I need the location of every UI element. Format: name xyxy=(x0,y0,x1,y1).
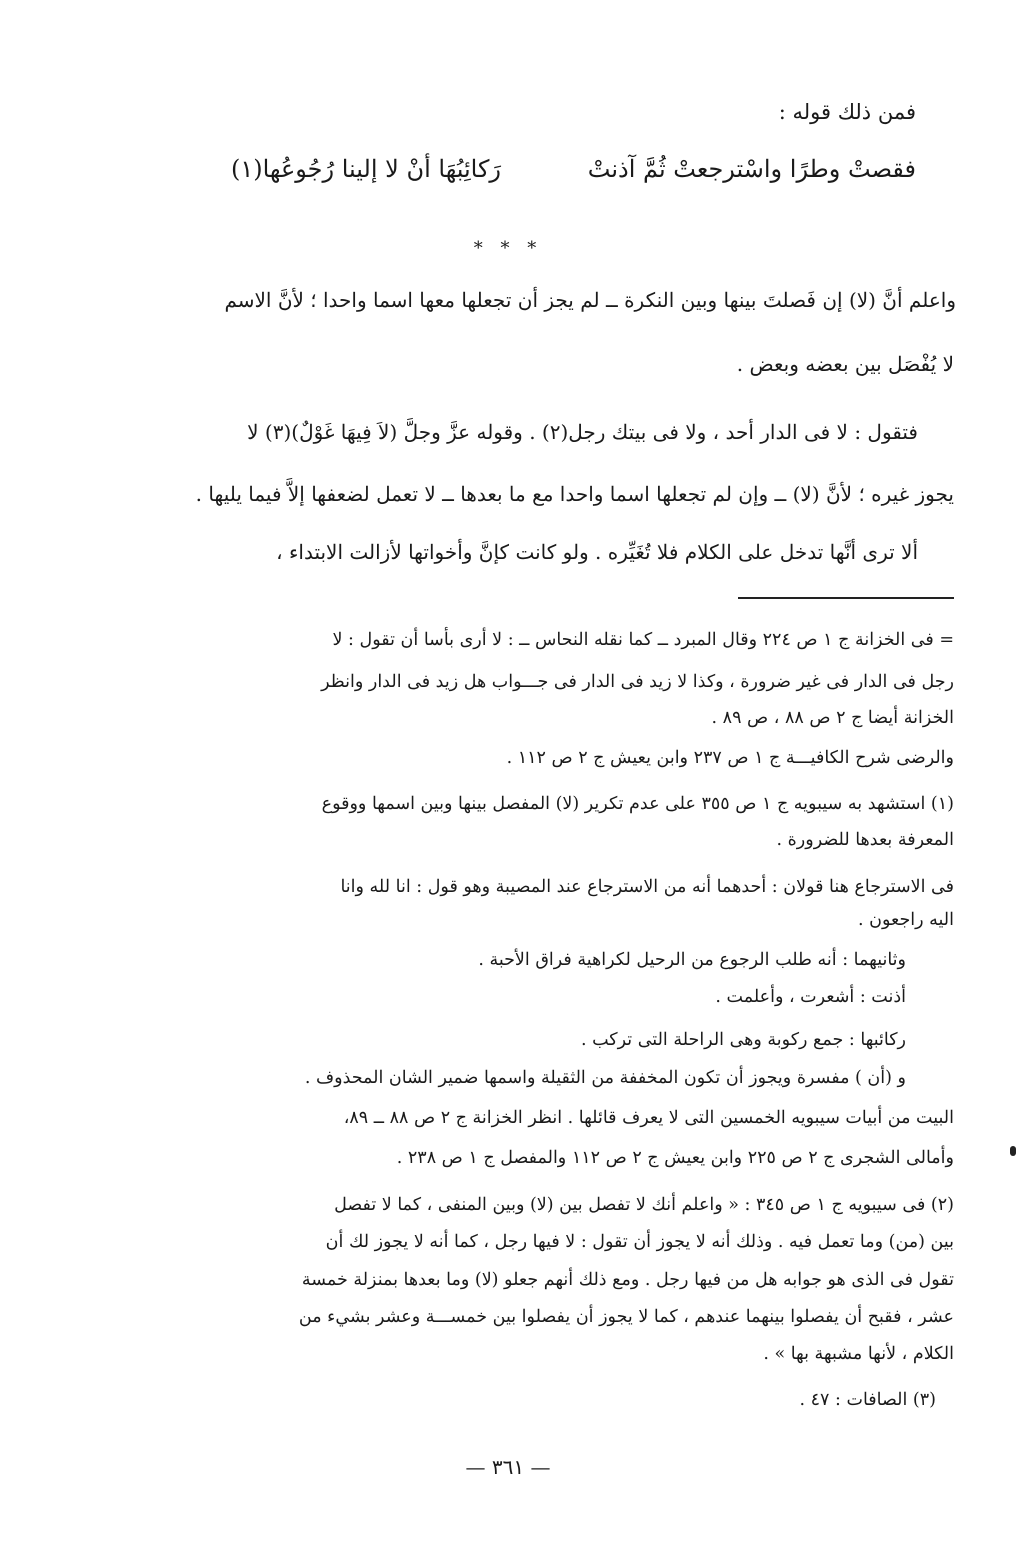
footnote-line: فى الاسترجاع هنا قولان : أحدهما أنه من الاسترجاع عند المصيبة وهو قول : انا لله وانا xyxy=(340,877,954,897)
footnote-line: عشر ، فقبح أن يفصلوا بينهما عندهم ، كما لا يجوز أن يفصلوا بين خمســـة وعشر بشيء من xyxy=(298,1307,954,1327)
body-line: يجوز غيره ؛ لأنَّ (لا) ــ وإن لم تجعلها اسما واحدا مع ما بعدها ــ لا تعمل لضعفها إلاَّ فيما يليها . xyxy=(195,482,954,506)
footnote-line: أذنت : أشعرت ، وأعلمت . xyxy=(715,987,906,1007)
footnote-line: المعرفة بعدها للضرورة . xyxy=(776,830,954,850)
body-line: واعلم أنَّ (لا) إن فَصلتَ بينها وبين النكرة ــ لم يجز أن تجعلها معها اسما واحدا ؛ لأنَّ الاسم xyxy=(224,288,956,312)
footnote-line: (٣) الصافات : ٤٧ . xyxy=(799,1390,936,1410)
footnote-line: تقول فى الذى هو جوابه هل من فيها رجل . ومع ذلك أنهم جعلو (لا) وما بعدها بمنزلة خمسة xyxy=(301,1270,954,1290)
body-line: لا يُفْصَل بين بعضه وبعض . xyxy=(736,352,954,376)
footnote-line: وثانيهما : أنه طلب الرجوع من الرحيل لكراهية فراق الأحبة . xyxy=(478,950,906,970)
footnote-line: = فى الخزانة ج ١ ص ٢٢٤ وقال المبرد ــ كما نقله النحاس ــ : لا أرى بأسا أن تقول : لا xyxy=(332,630,954,650)
footnote-line: والرضى شرح الكافيـــة ج ١ ص ٢٣٧ وابن يعيش ج ٢ ص ١١٢ . xyxy=(506,748,954,768)
footnote-line: الكلام ، لأنها مشبهة بها » . xyxy=(763,1344,954,1364)
footnote-line: (٢) فى سيبويه ج ١ ص ٣٤٥ : « واعلم أنك لا تفصل بين (لا) وبين المنفى ، كما لا تفصل xyxy=(334,1195,954,1215)
footnote-line: اليه راجعون . xyxy=(857,910,954,930)
page-number: — ٣٦١ — xyxy=(465,1455,551,1479)
margin-mark xyxy=(1010,1146,1016,1156)
footnote-divider xyxy=(738,597,954,599)
footnote-line: وأمالى الشجرى ج ٢ ص ٢٢٥ وابن يعيش ج ٢ ص ١١٢ والمفصل ج ١ ص ٢٣٨ . xyxy=(396,1148,954,1168)
footnote-line: رجل فى الدار فى غير ضرورة ، وكذا لا زيد فى الدار فى جـــواب هل زيد فى الدار وانظر xyxy=(321,672,954,692)
footnote-line: بين (من) وما تعمل فيه . وذلك أنه لا يجوز أن تقول : لا فيها رجل ، كما أنه لا يجوز لك أن xyxy=(325,1232,954,1252)
intro-line: فمن ذلك قوله : xyxy=(778,100,916,124)
section-separator: * * * xyxy=(473,238,543,259)
footnote-line: و (أن ) مفسرة ويجوز أن تكون المخففة من الثقيلة واسمها ضمير الشان المحذوف . xyxy=(304,1068,906,1088)
footnote-line: ركائبها : جمع ركوبة وهى الراحلة التى تركب . xyxy=(580,1030,906,1050)
body-line: ألا ترى أنَّها تدخل على الكلام فلا تُغَيِّره . ولو كانت كإنَّ وأخواتها لأزالت الابتداء ، xyxy=(276,540,918,564)
footnote-line: (١) استشهد به سيبويه ج ١ ص ٣٥٥ على عدم تكرير (لا) المفصل بينها وبين اسمها ووقوع xyxy=(321,794,954,814)
body-line: فتقول : لا فى الدار أحد ، ولا فى بيتك رجل(٢) . وقوله عزَّ وجلَّ (لاَ فِيهَا غَوْلٌ)(٣) لا xyxy=(247,420,918,444)
footnote-line: البيت من أبيات سيبويه الخمسين التى لا يعرف قائلها . انظر الخزانة ج ٢ ص ٨٨ ــ ٨٩، xyxy=(343,1108,954,1128)
verse-second-half: رَكائِبُهَا أنْ لا إلينا رُجُوعُها(١) xyxy=(230,155,501,183)
footnote-line: الخزانة أيضا ج ٢ ص ٨٨ ، ص ٨٩ . xyxy=(711,708,954,728)
verse-first-half: فقصتْ وطرًا واسْترجعتْ ثُمَّ آذنتْ xyxy=(587,155,916,183)
